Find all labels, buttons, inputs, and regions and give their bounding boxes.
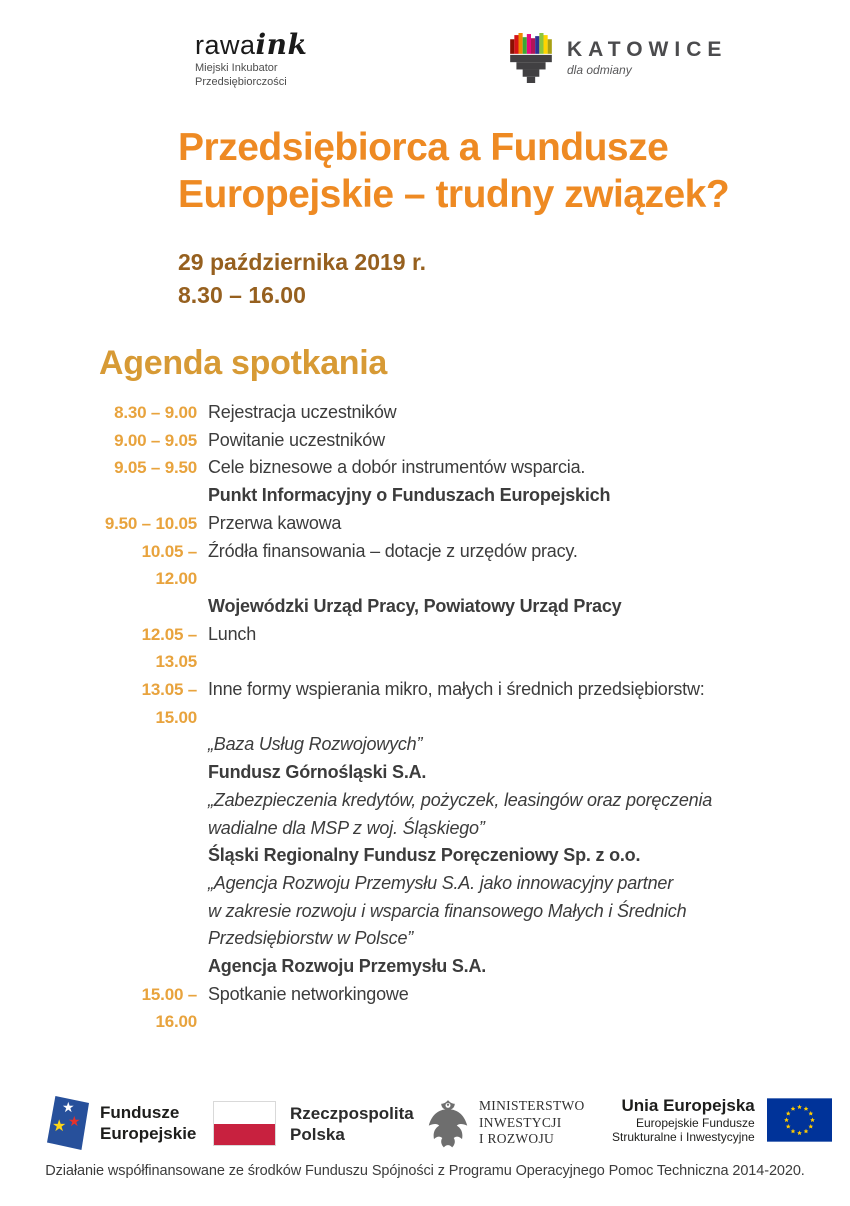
rawaink-wordmark: rawaink — [195, 28, 308, 61]
agenda-row — [99, 538, 739, 593]
agenda-row — [99, 925, 739, 953]
ministry-label: MINISTERSTWO INWESTYCJI I ROZWOJU — [479, 1098, 585, 1147]
polish-eagle-icon — [427, 1096, 469, 1150]
agenda-text: Rejestracja uczestników — [208, 402, 397, 422]
agenda-time: 9.00 – 9.05 — [114, 430, 197, 450]
agenda-time: 12.05 – 13.05 — [141, 624, 197, 672]
unia-europejska-logo — [612, 1096, 832, 1144]
rzeczpospolita-polska-logo — [213, 1101, 414, 1146]
event-date: 29 października 2019 r. — [178, 249, 427, 275]
agenda-text: „Baza Usług Rozwojowych” — [208, 734, 423, 755]
agenda-row — [99, 953, 739, 981]
agenda-time: 13.05 – 15.00 — [141, 680, 197, 727]
agenda-text: Powitanie uczestników — [208, 429, 385, 450]
agenda-time: 15.00 – 16.00 — [141, 984, 197, 1032]
pixel-heart-icon — [508, 33, 554, 83]
agenda-text: Wojewódzki Urząd Pracy, Powiatowy Urząd Pracy — [208, 595, 622, 616]
agenda-time — [99, 787, 197, 815]
agenda-text: Śląski Regionalny Fundusz Poręczeniowy Sp. z o.o. — [208, 845, 641, 866]
agenda-text: Przedsiębiorstw w Polsce” — [208, 928, 414, 949]
agenda-time — [99, 953, 197, 981]
agenda-row — [99, 482, 739, 510]
katowice-tagline: dla odmiany — [567, 63, 632, 77]
funding-disclaimer: Działanie współfinansowane ze środków Funduszu Spójności z Programu Operacyjnego Pomoc Techniczna 2014-2020. — [45, 1163, 805, 1179]
agenda-row — [99, 759, 739, 787]
agenda-row — [99, 454, 739, 482]
agenda-row — [99, 427, 739, 455]
ministry-logo — [427, 1096, 585, 1150]
fundusze-europejskie-logo — [47, 1096, 196, 1150]
agenda-text: Lunch — [208, 623, 257, 644]
agenda-text: wadialne dla MSP z woj. Śląskiego” — [208, 817, 485, 838]
agenda-row — [99, 621, 739, 676]
agenda-time — [99, 759, 197, 787]
agenda-time — [99, 842, 197, 870]
poland-flag-icon — [213, 1101, 276, 1146]
agenda-text: Źródła finansowania – dotacje z urzędów pracy. — [208, 540, 578, 561]
fundusze-europejskie-label: Fundusze Europejskie — [100, 1103, 197, 1143]
agenda-time — [99, 593, 197, 621]
katowice-logo — [508, 33, 727, 83]
agenda-text: Przerwa kawowa — [208, 512, 342, 533]
fundusze-europejskie-flag-icon — [47, 1096, 89, 1150]
unia-europejska-label: Unia Europejska Europejskie Fundusze Strukturalne i Inwestycyjne — [612, 1096, 755, 1144]
agenda-text: Inne formy wspierania mikro, małych i średnich przedsiębiorstw: — [208, 679, 705, 700]
agenda-text: Agencja Rozwoju Przemysłu S.A. — [208, 956, 487, 977]
page-title: Przedsiębiorca a Fundusze Europejskie – trudny związek? — [178, 126, 730, 216]
agenda-time — [99, 482, 197, 510]
agenda-time — [99, 731, 197, 759]
agenda-text: Spotkanie networkingowe — [208, 983, 409, 1004]
agenda-row — [99, 870, 739, 898]
agenda-text: w zakresie rozwoju i wsparcia finansowego Małych i Średnich — [208, 900, 687, 921]
agenda-row — [99, 593, 739, 621]
rawaink-logo — [195, 28, 308, 89]
agenda-row — [99, 399, 739, 427]
agenda-row — [99, 842, 739, 870]
agenda-heading: Agenda spotkania — [99, 344, 388, 382]
agenda-text: Punkt Informacyjny o Funduszach Europejskich — [208, 485, 611, 506]
agenda-time — [99, 898, 197, 926]
agenda-row — [99, 510, 739, 538]
agenda-time: 9.05 – 9.50 — [114, 458, 197, 478]
event-time: 8.30 – 16.00 — [178, 282, 306, 308]
agenda-text: „Agencja Rozwoju Przemysłu S.A. jako innowacyjny partner — [208, 872, 674, 893]
star-icon: ★ — [52, 1118, 67, 1135]
agenda-time — [99, 925, 197, 953]
agenda-time: 8.30 – 9.00 — [114, 403, 197, 422]
agenda-row — [99, 676, 739, 731]
footer-logos-bar — [0, 1093, 850, 1163]
star-icon: ★ — [68, 1113, 81, 1129]
star-icon: ★ — [62, 1099, 75, 1115]
agenda-row — [99, 981, 739, 1036]
rawaink-subtitle: Miejski Inkubator Przedsiębiorczości — [195, 62, 287, 88]
rzeczpospolita-polska-label: Rzeczpospolita Polska — [290, 1103, 414, 1144]
agenda-time: 10.05 – 12.00 — [141, 541, 197, 589]
agenda-row — [99, 787, 739, 815]
agenda-time — [99, 870, 197, 898]
agenda-row — [99, 731, 739, 759]
agenda-time: 9.50 – 10.05 — [104, 513, 197, 533]
agenda-row — [99, 815, 739, 843]
agenda-text: „Zabezpieczenia kredytów, pożyczek, leasingów oraz poręczenia — [208, 789, 713, 810]
katowice-wordmark: KATOWICE — [567, 38, 728, 61]
event-datetime — [178, 246, 426, 312]
agenda-list — [99, 399, 739, 1036]
agenda-time — [99, 815, 197, 843]
agenda-text: Fundusz Górnośląski S.A. — [208, 762, 427, 783]
agenda-text: Cele biznesowe a dobór instrumentów wsparcia. — [208, 457, 586, 478]
eu-flag-icon — [767, 1098, 832, 1142]
agenda-row — [99, 898, 739, 926]
